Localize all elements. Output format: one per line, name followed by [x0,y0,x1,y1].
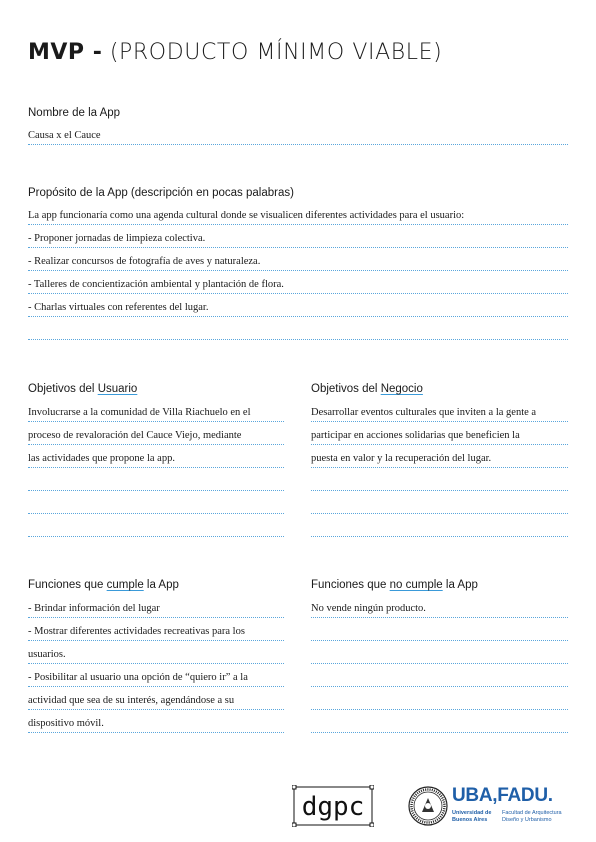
text-line [28,422,284,445]
text-line [28,122,568,145]
app-name-label: Nombre de la App [28,107,121,119]
line-text: Desarrollar eventos culturales que inviten a la gente a [311,407,537,418]
purpose-lines [28,202,568,340]
text-line [28,514,284,537]
page-title [28,40,442,65]
text-line [28,595,284,618]
text-line [28,491,284,514]
line-text: Causa x el Cauce [28,130,101,141]
line-text: - Brindar información del lugar [28,603,160,614]
text-line [28,641,284,664]
business-goals-lines [311,399,568,537]
text-line [311,445,568,468]
title-mvp: MVP - [28,40,103,65]
text-line [28,445,284,468]
text-line [28,710,284,733]
text-line [311,687,568,710]
features-yes-label: Funciones que cumple la App [28,579,179,591]
text-line [28,271,568,294]
text-line [28,248,568,271]
dgpc-logo [292,785,374,827]
text-line [311,468,568,491]
text-line [311,641,568,664]
line-text: puesta en valor y la recuperación del lugar. [311,453,492,464]
app-name-lines [28,122,568,145]
dgpc-logo-text: dgpc [301,792,365,822]
features-yes-lines [28,595,284,733]
line-text: La app funcionaría como una agenda cultural donde se visualicen diferentes actividades para el usuario: [28,210,465,221]
text-line [28,468,284,491]
line-text: proceso de revaloración del Cauce Viejo, mediante [28,430,242,441]
text-line [311,710,568,733]
text-line [28,399,284,422]
features-no-label: Funciones que no cumple la App [311,579,478,591]
line-text: las actividades que propone la app. [28,453,175,464]
line-text: - Proponer jornadas de limpieza colectiva. [28,233,206,244]
line-text: - Realizar concursos de fotografía de aves y naturaleza. [28,256,261,267]
text-line [28,225,568,248]
text-line [311,399,568,422]
line-text: - Mostrar diferentes actividades recreativas para los [28,626,245,637]
text-line [311,491,568,514]
features-no-lines [311,595,568,733]
line-text: usuarios. [28,649,66,660]
title-subtitle: (PRODUCTO MÍNIMO VIABLE) [109,40,443,65]
text-line [28,618,284,641]
text-line [311,595,568,618]
text-line [311,664,568,687]
text-line [28,664,284,687]
line-text: actividad que sea de su interés, agendándose a su [28,695,235,706]
purpose-label: Propósito de la App (descripción en pocas palabras) [28,187,294,199]
line-text: - Talleres de concientización ambiental y plantación de flora. [28,279,284,290]
text-line [28,687,284,710]
user-goals-label: Objetivos del Usuario [28,383,138,395]
text-line [28,202,568,225]
user-goals-lines [28,399,284,537]
uba-fadu-title: UBA,FADU. [452,785,553,806]
uba-subtitle-right: Facultad de Arquitectura Diseño y Urbanismo [502,810,562,823]
text-line [311,618,568,641]
line-text: No vende ningún producto. [311,603,426,614]
uba-subtitle-left: Universidad de Buenos Aires [452,810,492,823]
uba-seal-icon [408,786,448,826]
text-line [28,294,568,317]
line-text: dispositivo móvil. [28,718,104,729]
line-text: - Charlas virtuales con referentes del lugar. [28,302,209,313]
text-line [28,317,568,340]
business-goals-label: Objetivos del Negocio [311,383,423,395]
line-text: Involucrarse a la comunidad de Villa Riachuelo en el [28,407,251,418]
text-line [311,422,568,445]
text-line [311,514,568,537]
line-text: participar en acciones solidarias que beneficien la [311,430,520,441]
line-text: - Posibilitar al usuario una opción de “quiero ir” a la [28,672,248,683]
